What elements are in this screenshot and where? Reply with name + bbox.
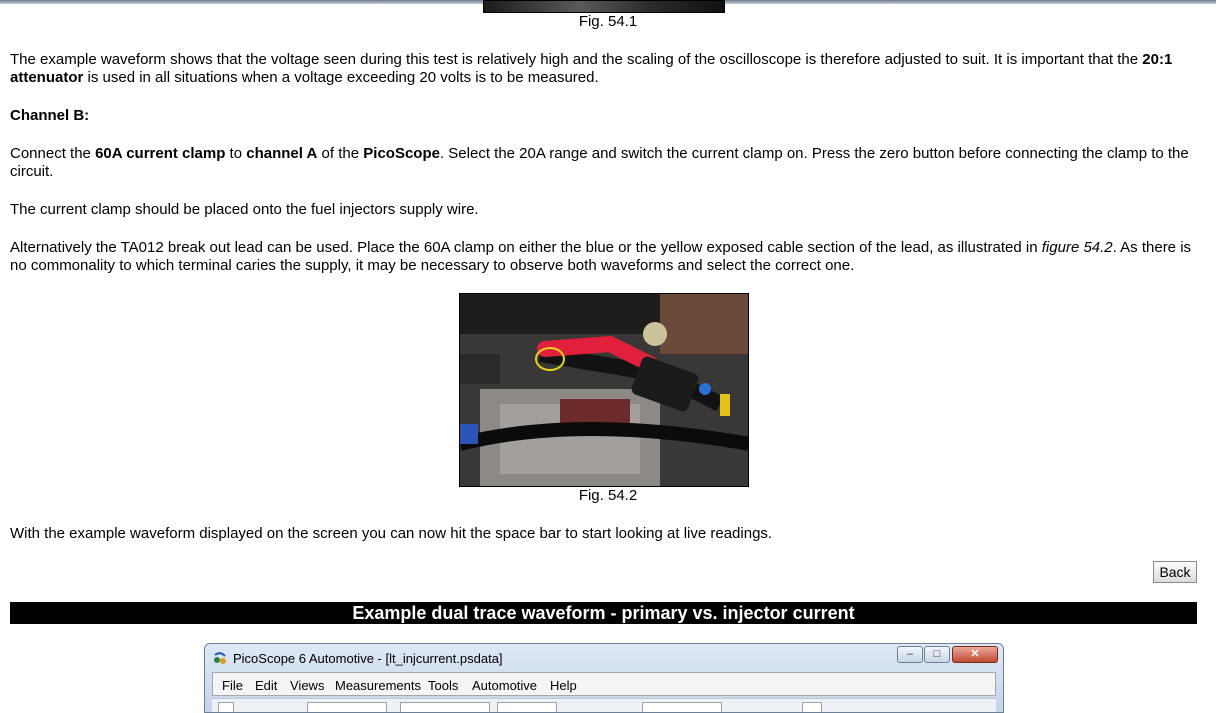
paragraph-attenuator: The example waveform shows that the voltage seen during this test is relatively high and the scaling of the oscilloscope is therefore adjusted to suit. It is important that the 20:1 attenuator is used in all situations when a voltage exceeding 20 volts is to be measured. xyxy=(10,51,1173,86)
menu-help[interactable]: Help xyxy=(550,678,577,693)
picoscope-app-icon xyxy=(213,651,227,665)
paragraph-live-readings: With the example waveform displayed on the screen you can now hit the space bar to start looking at live readings. xyxy=(10,525,773,542)
figure-reference: figure 54.2 xyxy=(1041,239,1113,256)
fig-54-1-caption: Fig. 54.1 xyxy=(578,13,638,30)
attenuator-bold: 20:1 attenuator xyxy=(10,51,1173,86)
minimize-icon[interactable]: – xyxy=(897,646,923,663)
menu-automotive[interactable]: Automotive xyxy=(472,678,538,693)
toolbar-dropdown[interactable] xyxy=(400,702,490,713)
menu-bar xyxy=(212,672,996,696)
toolbar xyxy=(212,698,996,713)
toolbar-dropdown[interactable] xyxy=(307,702,387,713)
picoscope-window-screenshot xyxy=(204,643,1004,713)
section-banner: Example dual trace waveform - primary vs. injector current xyxy=(10,602,1197,624)
toolbar-button[interactable] xyxy=(218,702,234,713)
engine-bay-current-clamp-image xyxy=(460,294,749,487)
menu-views[interactable]: Views xyxy=(290,678,325,693)
menu-edit[interactable]: Edit xyxy=(255,678,278,693)
toolbar-dropdown[interactable] xyxy=(497,702,557,713)
paragraph-clamp-placement: The current clamp should be placed onto the fuel injectors supply wire. xyxy=(10,201,479,218)
maximize-icon[interactable]: □ xyxy=(924,646,950,663)
toolbar-dropdown[interactable] xyxy=(642,702,722,713)
menu-file[interactable]: File xyxy=(222,678,243,693)
menu-measurements[interactable]: Measurements xyxy=(335,678,421,693)
fig-54-2-caption: Fig. 54.2 xyxy=(578,487,638,504)
paragraph-breakout-lead: Alternatively the TA012 break out lead can be used. Place the 60A clamp on either the blue or the yellow exposed cable section of the lead, as illustrated in figure 54.2. As there is no commonality to which terminal caries the supply, it may be necessary to observe both waveforms and select the correct one. xyxy=(10,239,1192,274)
menu-tools[interactable]: Tools xyxy=(428,678,459,693)
channel-b-heading: Channel B: xyxy=(10,107,90,124)
figure-54-1-image xyxy=(483,0,725,13)
back-button[interactable]: Back xyxy=(1153,561,1197,583)
paragraph-connect-clamp: Connect the 60A current clamp to channel A of the PicoScope. Select the 20A range and switch the current clamp on. Press the zero button before connecting the clamp to the circuit. xyxy=(10,145,1189,180)
toolbar-button[interactable] xyxy=(802,702,822,713)
window-title: PicoScope 6 Automotive - [lt_injcurrent.psdata] xyxy=(233,651,503,666)
figure-54-2-photo xyxy=(459,293,749,487)
close-icon[interactable]: ✕ xyxy=(952,646,998,663)
